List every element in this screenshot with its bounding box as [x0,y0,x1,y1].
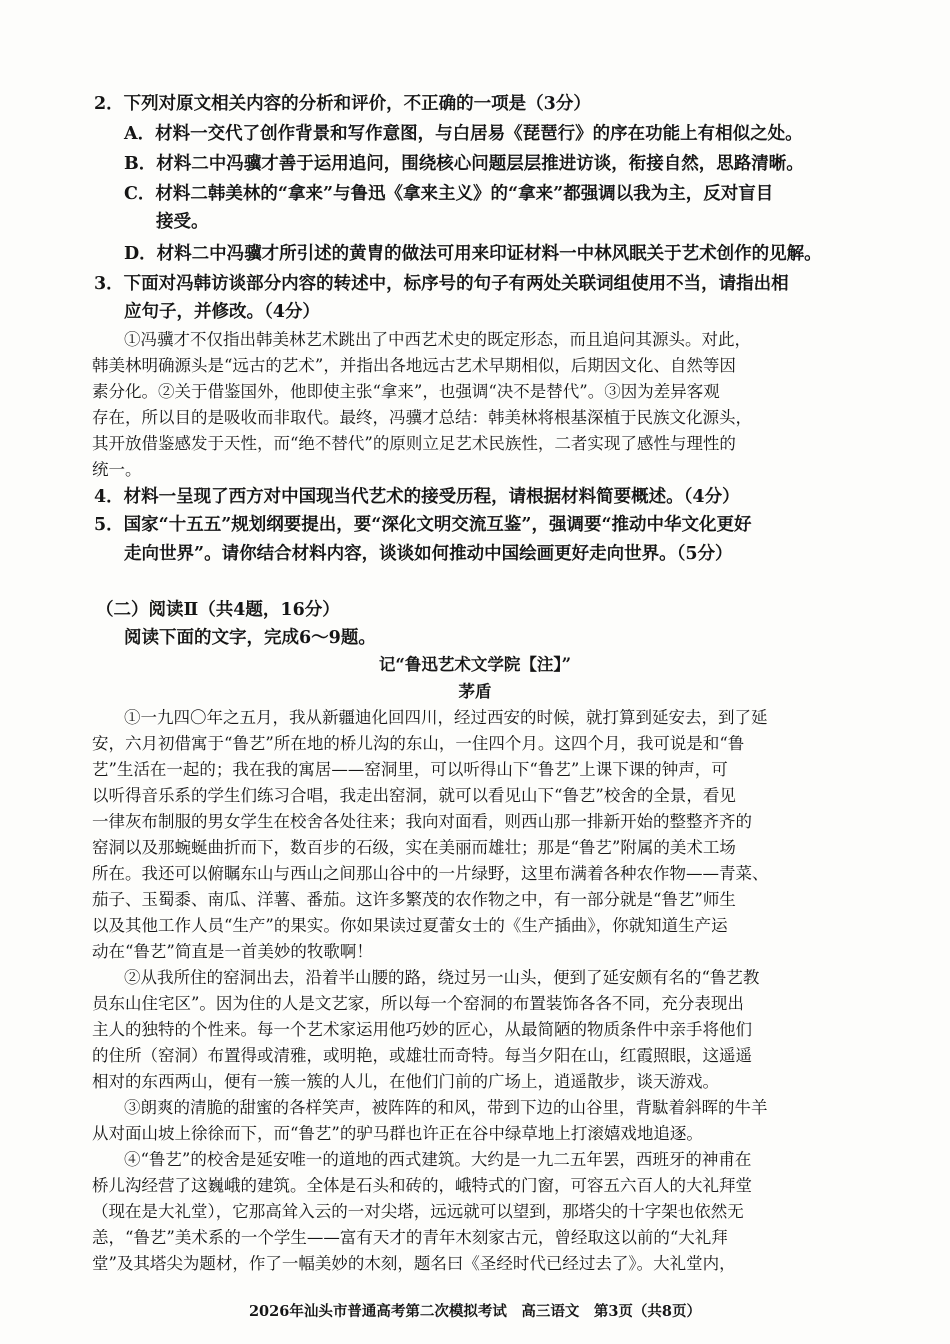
question-3-passage-line: 其开放借鉴感发于天性，而“绝不替代”的原则立足艺术民族性，二者实现了感性与理性的 [92,434,736,453]
article-line: 窑洞以及那蜿蜒曲折而下，数百步的石级，实在美丽而雄壮；那是“鲁艺”附属的美术工场 [92,838,736,857]
article-line: 员东山住宅区”。因为住的人是文艺家，所以每一个窑洞的布置装饰各各不同，充分表现出 [92,994,744,1013]
article-line: 从对面山坡上徐徐而下，而“鲁艺”的驴马群也许正在谷中绿草地上打滚嬉戏地追逐。 [92,1124,703,1143]
article-line: 主人的独特的个性来。每一个艺术家运用他巧妙的匠心，从最简陋的物质条件中亲手将他们 [92,1020,752,1039]
question-2-option-c: C．材料二韩美林的“拿来”与鲁迅《拿来主义》的“拿来”都强调以我为主，反对盲目 [124,184,774,204]
article-line: ③朗爽的清脆的甜蜜的各样笑声，被阵阵的和风，带到下边的山谷里，背駄着斜晖的牛羊 [124,1098,768,1117]
question-2-stem: 2．下列对原文相关内容的分析和评价，不正确的一项是（3分） [94,94,591,114]
question-3-stem: 3．下面对冯韩访谈部分内容的转述中，标序号的句子有两处关联词组使用不当，请指出相 [94,274,789,294]
article-line: 安，六月初借寓于“鲁艺”所在地的桥儿沟的东山，一住四个月。这四个月，我可说是和“鲁 [92,734,745,753]
article-line: ②从我所住的窑洞出去，沿着半山腰的路，绕过另一山头，便到了延安颇有名的“鲁艺教 [124,968,760,987]
question-2-option-b: B．材料二中冯骥才善于运用追问，围绕核心问题层层推进访谈，衔接自然，思路清晰。 [124,154,804,174]
article-line: 的住所（窑洞）布置得或清雅，或明艳，或雄壮而奇特。每当夕阳在山，红霞照眼，这遥遥 [92,1046,752,1065]
article-line: 以听得音乐系的学生们练习合唱，我走出窑洞，就可以看见山下“鲁艺”校舍的全景，看见 [92,786,736,805]
article-author: 茅盾 [458,682,492,701]
article-line: （现在是大礼堂），它那高耸入云的一对尖塔，远远就可以望到，那塔尖的十字架也依然无 [92,1202,744,1221]
article-line: ④“鲁艺”的校舍是延安唯一的道地的西式建筑。大约是一九二五年罢，西班牙的神甫在 [124,1150,752,1169]
section-heading: （二）阅读Ⅱ（共4题，16分） [96,600,340,620]
question-3-passage-line: 统一。 [92,460,142,479]
question-3-passage-line: ①冯骥才不仅指出韩美林艺术跳出了中西艺术史的既定形态，而且追问其源头。对此， [124,330,751,349]
article-line: 动在“鲁艺”简直是一首美妙的牧歌啊！ [92,942,373,961]
article-line: 恙，“鲁艺”美术系的一个学生——富有天才的青年木刻家古元，曾经取这以前的“大礼拜 [92,1228,728,1247]
question-3-passage-line: 素分化。②关于借鉴国外，他即使主张“拿来”，也强调“决不是替代”。③因为差异客观 [92,382,720,401]
article-line: 桥儿沟经营了这巍峨的建筑。全体是石头和砖的，峨特式的门窗，可容五六百人的大礼拜堂 [92,1176,752,1195]
question-5-line-2: 走向世界”。请你结合材料内容，谈谈如何推动中国绘画更好走向世界。（5分） [124,544,733,564]
article-line: 茄子、玉蜀黍、南瓜、洋薯、番茄。这许多繁茂的农作物之中，有一部分就是“鲁艺”师生 [92,890,736,909]
article-line: 所在。我还可以俯瞩东山与西山之间那山谷中的一片绿野，这里布满着各种农作物——青菜、 [92,864,769,883]
question-2-option-d: D．材料二中冯骥才所引述的黄胄的做法可用来印证材料一中林风眠关于艺术创作的见解。 [124,244,822,264]
question-2-option-c-cont: 接受。 [156,212,209,232]
article-line: ①一九四〇年之五月，我从新疆迪化回四川，经过西安的时候，就打算到延安去，到了延 [124,708,768,727]
article-line: 相对的东西两山，便有一簇一簇的人儿，在他们门前的广场上，逍遥散步，谈天游戏。 [92,1072,719,1091]
article-line: 堂”及其塔尖为题材，作了一幅美妙的木刻，题名曰《圣经时代已经过去了》。大礼堂内， [92,1254,736,1273]
question-3-stem-cont: 应句子，并修改。（4分） [124,302,320,322]
section-instruction: 阅读下面的文字，完成6～9题。 [124,628,376,648]
question-4: 4．材料一呈现了西方对中国现当代艺术的接受历程，请根据材料简要概述。（4分） [94,487,740,507]
question-5-line-1: 5．国家“十五五”规划纲要提出，要“深化文明交流互鉴”，强调要“推动中华文化更好 [94,515,752,535]
question-2-option-a: A．材料一交代了创作背景和写作意图，与白居易《琵琶行》的序在功能上有相似之处。 [124,124,803,144]
question-3-passage-line: 存在，所以目的是吸收而非取代。最终，冯骥才总结：韩美林将根基深植于民族文化源头， [92,408,752,427]
question-3-passage-line: 韩美林明确源头是“远古的艺术”，并指出各地远古艺术早期相似，后期因文化、自然等因 [92,356,736,375]
article-line: 一律灰布制服的男女学生在校舍各处往来；我向对面看，则西山那一排新开始的整整齐齐的 [92,812,752,831]
page-footer: 2026年汕头市普通高考第二次模拟考试 高三语文 第3页（共8页） [248,1303,702,1320]
article-title: 记“鲁迅艺术文学院【注】” [378,655,572,674]
article-line: 以及其他工作人员“生产”的果实。你如果读过夏蕾女士的《生产插曲》，你就知道生产运 [92,916,728,935]
article-line: 艺”生活在一起的；我在我的寓居——窑洞里，可以听得山下“鲁艺”上课下课的钟声，可 [92,760,728,779]
